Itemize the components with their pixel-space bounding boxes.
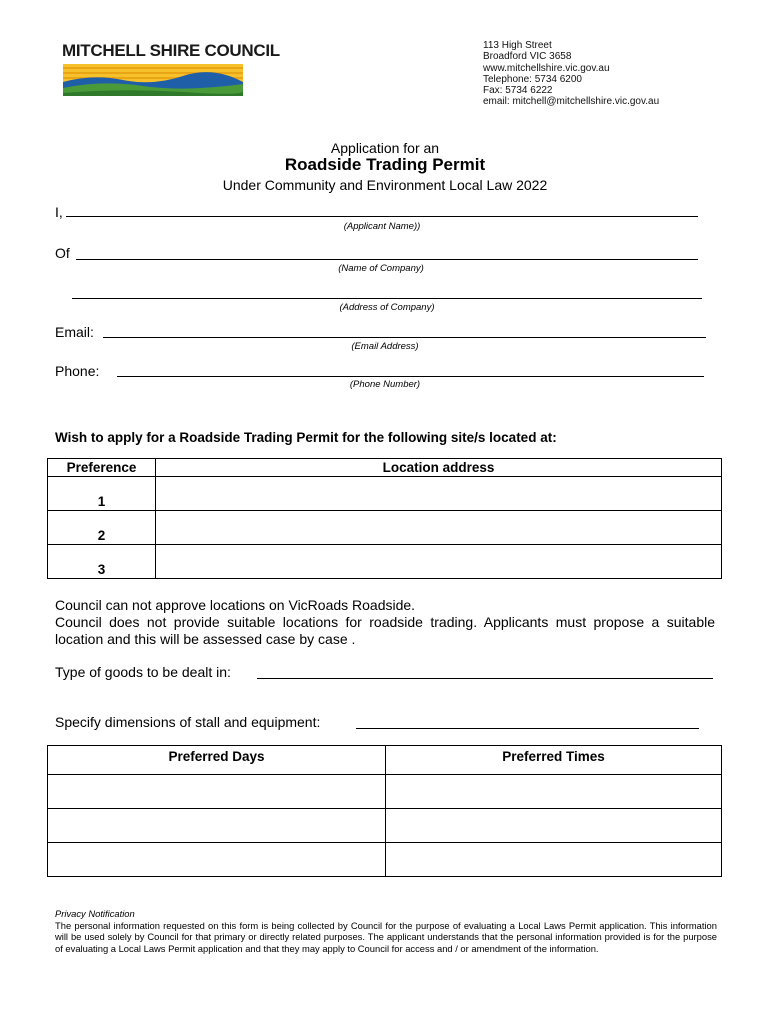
preferred-time-input[interactable] [386,843,722,877]
address-line: 113 High Street [483,40,552,51]
location-address-input[interactable] [156,511,722,545]
sites-heading: Wish to apply for a Roadside Trading Permit for the following site/s located at: [55,430,557,445]
applicant-name-field[interactable] [66,216,698,217]
goods-field[interactable] [257,678,713,679]
col-preferred-times: Preferred Times [386,746,722,775]
sites-table [47,458,722,579]
privacy-title: Privacy Notification [55,908,135,919]
applicant-prefix: I, [55,204,63,220]
privacy-notification [55,908,717,954]
note-suitable-location: Council does not provide suitable locations for roadside trading. Applicants must propose a suitable location and this will be assessed case by case . [55,614,715,647]
applicant-caption: (Applicant Name)) [343,221,421,232]
phone-caption: (Phone Number) [349,379,421,390]
address-line: Telephone: 5734 6200 [483,73,582,85]
schedule-table [47,745,722,877]
preferred-time-input[interactable] [386,809,722,843]
email-label: Email: [55,324,94,340]
council-address-block [483,40,659,108]
company-caption: (Name of Company) [338,263,424,274]
preferred-day-input[interactable] [48,843,386,877]
page-title: Roadside Trading Permit [284,155,486,174]
preference-number: 1 [48,477,156,511]
company-prefix: Of [55,245,70,261]
location-address-input[interactable] [156,545,722,579]
note-vicroads: Council can not approve locations on VicRoads Roadside. [55,597,416,613]
col-preferred-days: Preferred Days [48,746,386,775]
council-logo-icon [63,64,243,96]
page-subtitle: Under Community and Environment Local Law 2022 [222,177,548,193]
col-preference: Preference [48,459,156,477]
email-caption: (Email Address) [351,341,419,352]
company-address-field[interactable] [72,298,702,299]
phone-field[interactable] [117,376,704,377]
preferred-day-input[interactable] [48,775,386,809]
address-line: Broadford VIC 3658 [483,51,572,63]
title-pre: Application for an [330,140,440,156]
address-caption: (Address of Company) [339,302,435,313]
phone-label: Phone: [55,363,100,379]
preference-number: 2 [48,511,156,545]
location-address-input[interactable] [156,477,722,511]
goods-label: Type of goods to be dealt in: [55,664,231,680]
address-line: www.mitchellshire.vic.gov.au [483,62,610,74]
privacy-text: The personal information requested on this form is being collected by Council for the purpose of evaluating a Local Laws Permit application. This information will be used solely by Council for that primary or directly related purposes. The applicant understands that the personal information provided is for the purpose of evaluating a Local Laws Permit application and that they may apply to Council for access and / or amendment of the information. [55,919,717,954]
preferred-time-input[interactable] [386,775,722,809]
col-location: Location address [156,459,722,477]
email-field[interactable] [103,337,706,338]
address-line: email: mitchell@mitchellshire.vic.gov.au [483,96,660,108]
council-logo-text: MITCHELL SHIRE COUNCIL [62,41,280,60]
preferred-day-input[interactable] [48,809,386,843]
dimensions-field[interactable] [356,728,699,729]
preference-number: 3 [48,545,156,579]
company-name-field[interactable] [76,259,698,260]
address-line: Fax: 5734 6222 [483,85,553,97]
dimensions-label: Specify dimensions of stall and equipment: [55,714,321,730]
